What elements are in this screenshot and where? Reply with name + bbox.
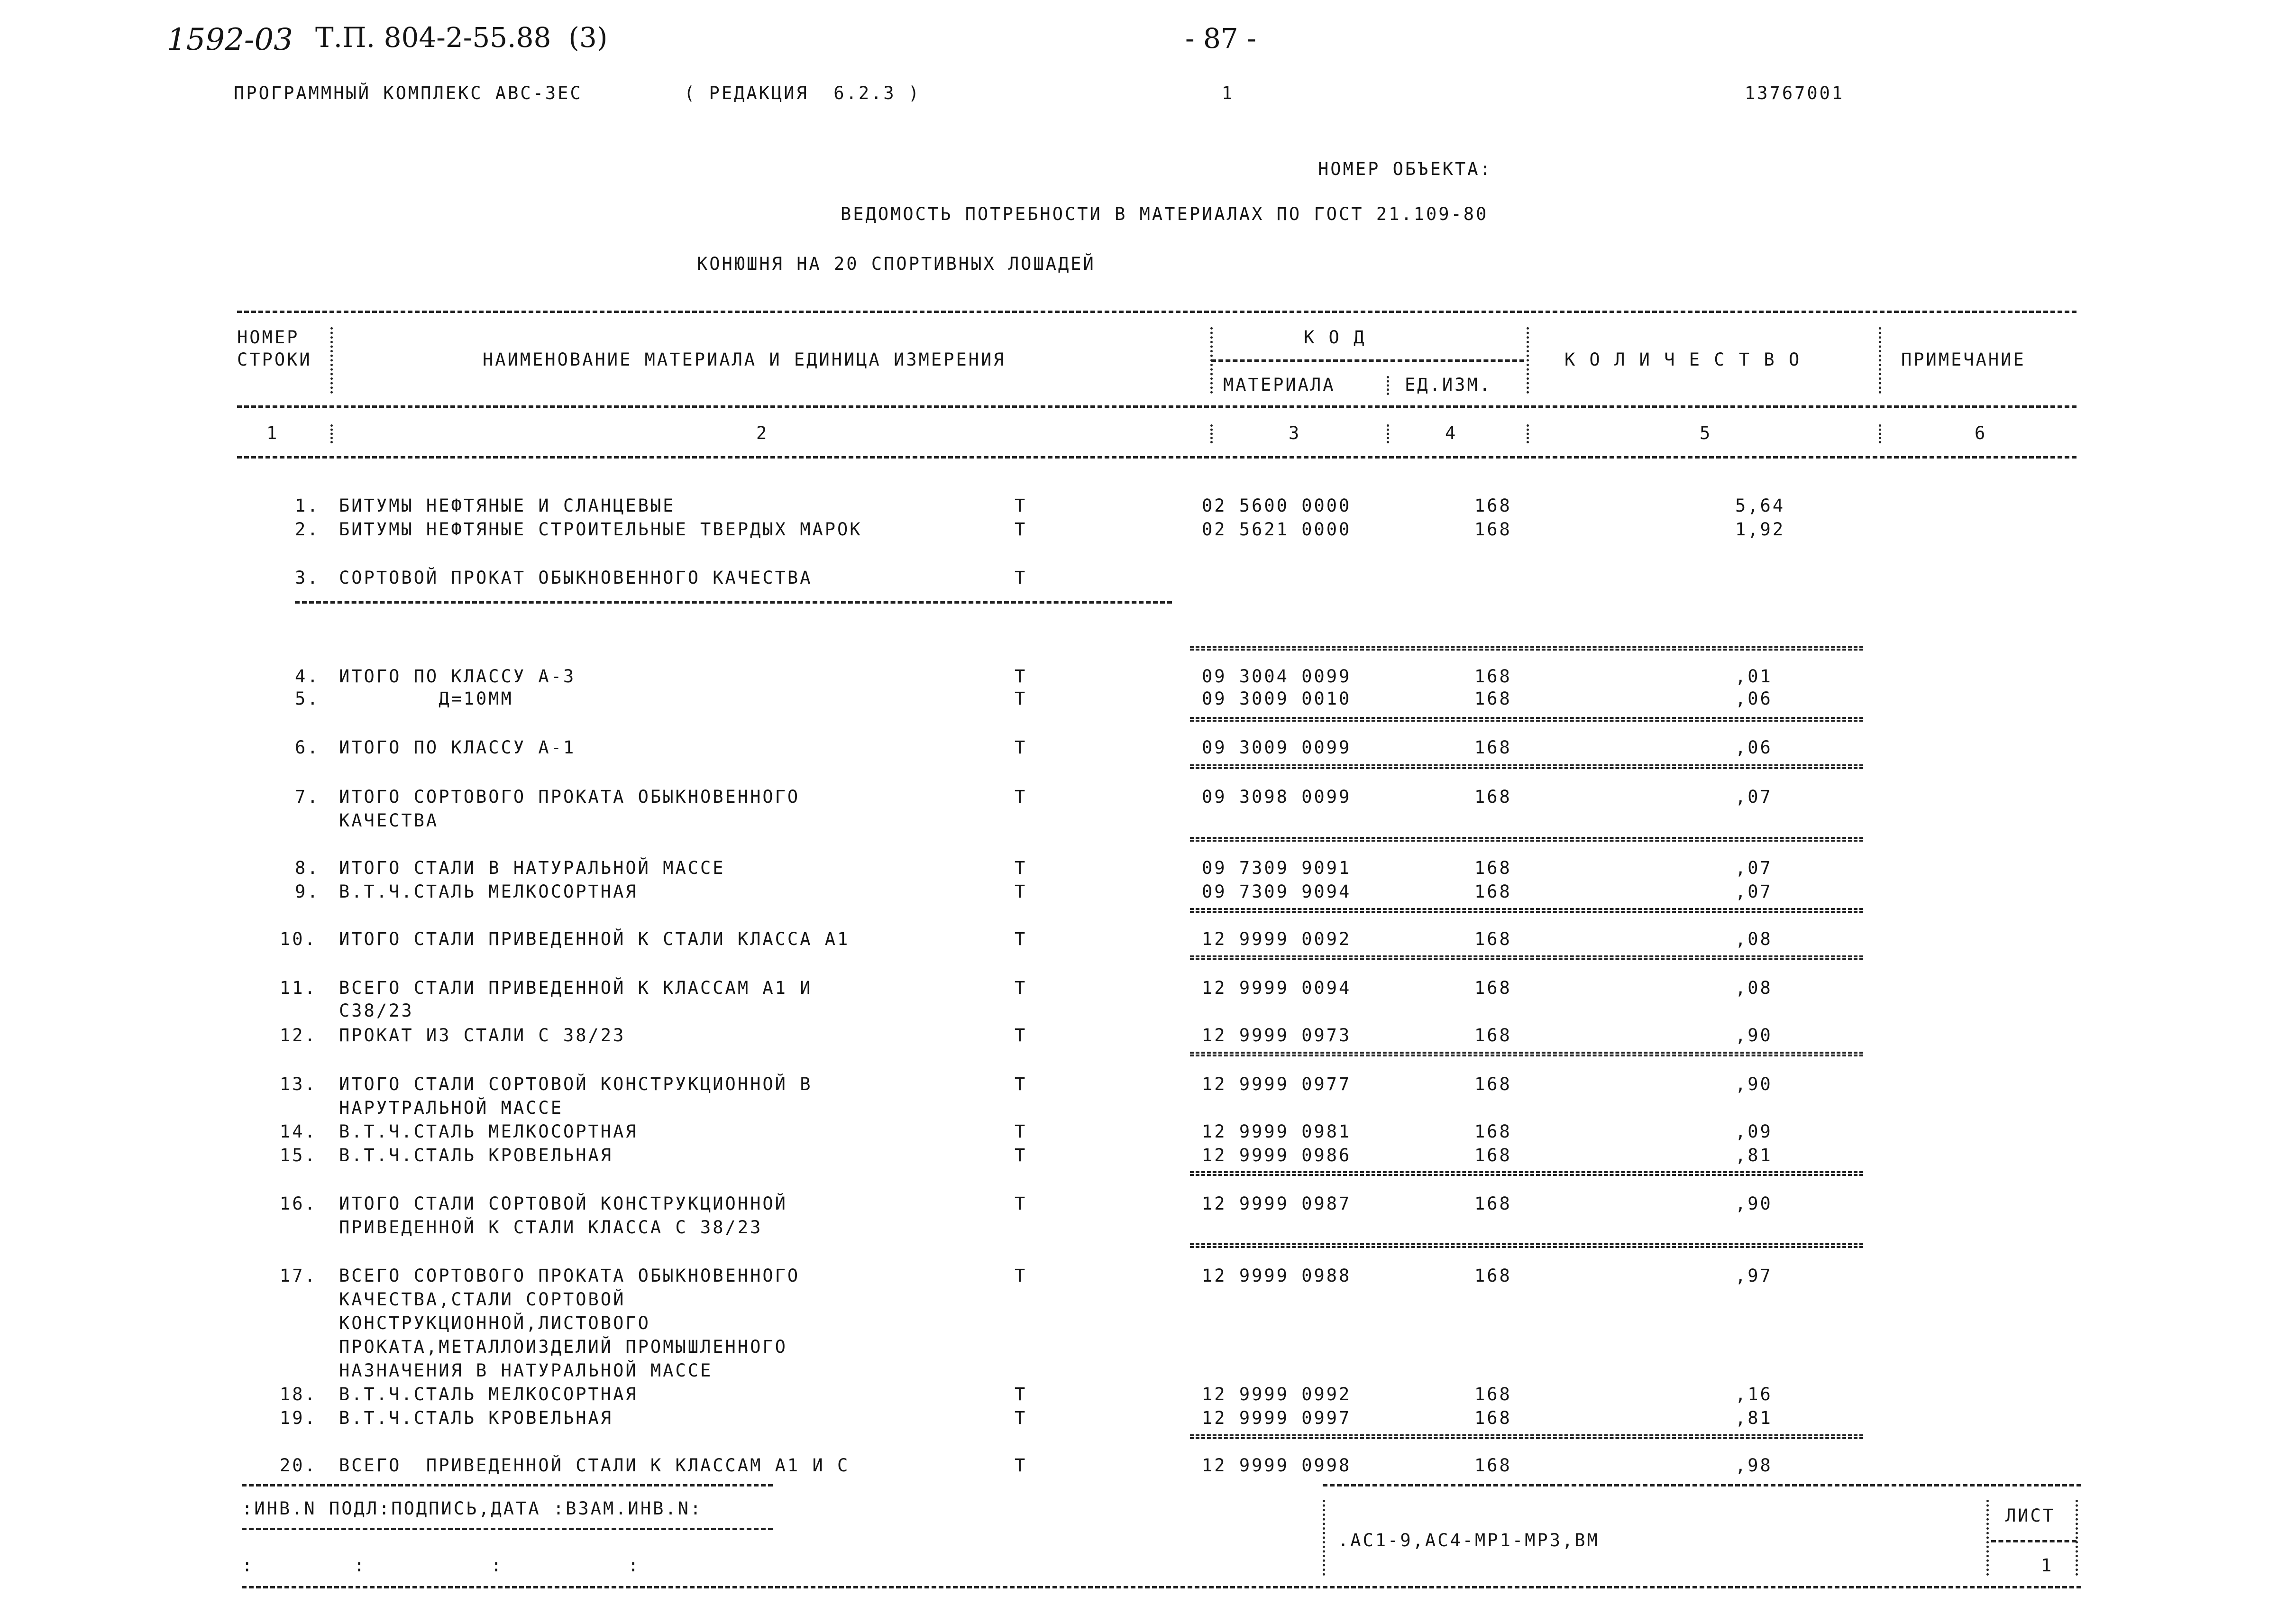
document-code: Т.П. 804-2-55.88 (3) <box>315 21 608 54</box>
row-number: 5. <box>295 688 320 709</box>
row-number: 1. <box>295 495 320 516</box>
col-separator <box>330 327 333 394</box>
quantity: ,97 <box>1735 1266 1773 1286</box>
unit-symbol: Т <box>1015 881 1027 902</box>
material-code: 12 9999 0997 <box>1202 1408 1352 1428</box>
col-row-no-label-1: НОМЕР <box>237 327 300 348</box>
table-bottom-rule <box>242 1586 2081 1588</box>
material-name: ИТОГО СОРТОВОГО ПРОКАТА ОБЫКНОВЕННОГО <box>339 787 800 807</box>
col-row-no-label-2: СТРОКИ <box>237 349 312 370</box>
subtotal-rule <box>1190 1434 1863 1439</box>
row-number: 12. <box>280 1025 317 1046</box>
unit-symbol: Т <box>1015 787 1027 807</box>
col-unit-header: ЕД.ИЗМ. <box>1405 375 1492 395</box>
row-number: 16. <box>280 1193 317 1214</box>
header-bottom-rule <box>237 456 2076 459</box>
unit-code: 168 <box>1474 737 1512 758</box>
material-code: 12 9999 0992 <box>1202 1384 1352 1404</box>
row-number: 18. <box>280 1384 317 1404</box>
quantity: ,81 <box>1735 1145 1773 1165</box>
material-code: 09 3009 0010 <box>1202 688 1352 709</box>
material-name: СОРТОВОЙ ПРОКАТ ОБЫКНОВЕННОГО КАЧЕСТВА <box>339 568 813 588</box>
sheet-number: 1 <box>2041 1555 2054 1576</box>
subtotal-rule <box>1190 908 1863 913</box>
quantity: ,98 <box>1735 1455 1773 1476</box>
unit-code: 168 <box>1474 881 1512 902</box>
unit-symbol: Т <box>1015 519 1027 540</box>
material-name: В.Т.Ч.СТАЛЬ КРОВЕЛЬНАЯ <box>339 1408 613 1428</box>
material-name: ПРОКАТ ИЗ СТАЛИ С 38/23 <box>339 1025 626 1046</box>
unit-symbol: Т <box>1015 858 1027 878</box>
stamp-separator <box>1986 1500 1989 1576</box>
material-name: ИТОГО СТАЛИ ПРИВЕДЕННОЙ К СТАЛИ КЛАССА А1 <box>339 929 850 949</box>
material-name: В.Т.Ч.СТАЛЬ МЕЛКОСОРТНАЯ <box>339 1121 638 1142</box>
col-separator <box>1387 376 1389 395</box>
material-name-continued: ПРОКАТА,МЕТАЛЛОИЗДЕЛИЙ ПРОМЫШЛЕННОГО <box>339 1337 787 1357</box>
quantity: ,07 <box>1735 858 1773 878</box>
col-separator <box>1879 327 1881 394</box>
material-name: ИТОГО СТАЛИ СОРТОВОЙ КОНСТРУКЦИОННОЙ <box>339 1193 787 1214</box>
unit-code: 168 <box>1474 929 1512 949</box>
material-code: 02 5600 0000 <box>1202 495 1352 516</box>
object-number-label: НОМЕР ОБЪЕКТА: <box>1318 159 1492 179</box>
unit-symbol: Т <box>1015 568 1027 588</box>
col-separator <box>1527 327 1529 394</box>
row-number: 8. <box>295 858 320 878</box>
col-code-header: К О Д <box>1304 327 1366 348</box>
unit-symbol: Т <box>1015 688 1027 709</box>
material-code: 02 5621 0000 <box>1202 519 1352 540</box>
material-name-continued: ПРИВЕДЕННОЙ К СТАЛИ КЛАССА С 38/23 <box>339 1217 763 1238</box>
col-number-3: 3 <box>1289 423 1301 443</box>
document-title: ВЕДОМОСТЬ ПОТРЕБНОСТИ В МАТЕРИАЛАХ ПО ГОСТ 21.109-80 <box>841 204 1489 224</box>
subtotal-rule <box>1190 1052 1863 1056</box>
material-code: 12 9999 0092 <box>1202 929 1352 949</box>
handwritten-archive-number: 1592-03 <box>167 22 293 57</box>
material-name-continued: НАРУТРАЛЬНОЙ МАССЕ <box>339 1098 563 1118</box>
unit-code: 168 <box>1474 1266 1512 1286</box>
stamp-cells: : : : : <box>242 1555 640 1576</box>
unit-symbol: Т <box>1015 1025 1027 1046</box>
row-number: 2. <box>295 519 320 540</box>
material-name-continued: КАЧЕСТВА,СТАЛИ СОРТОВОЙ <box>339 1289 626 1310</box>
material-code: 12 9999 0981 <box>1202 1121 1352 1142</box>
material-name: БИТУМЫ НЕФТЯНЫЕ СТРОИТЕЛЬНЫЕ ТВЕРДЫХ МАРОК <box>339 519 862 540</box>
col-number-2: 2 <box>756 423 769 443</box>
material-code: 09 7309 9091 <box>1202 858 1352 878</box>
code-header-divider <box>1211 359 1524 362</box>
material-name: БИТУМЫ НЕФТЯНЫЕ И СЛАНЦЕВЫЕ <box>339 495 676 516</box>
header-rule <box>237 405 2076 408</box>
unit-code: 168 <box>1474 1074 1512 1094</box>
row-number: 19. <box>280 1408 317 1428</box>
material-code: 12 9999 0973 <box>1202 1025 1352 1046</box>
quantity: ,06 <box>1735 688 1773 709</box>
col-separator <box>1879 424 1881 443</box>
quantity: ,01 <box>1735 666 1773 687</box>
list-number: 1 <box>1222 83 1235 103</box>
drawing-marking: .АС1-9,АС4-МР1-МР3,ВМ <box>1338 1530 1600 1551</box>
unit-symbol: Т <box>1015 1384 1027 1404</box>
section-rule <box>295 601 1172 604</box>
quantity: ,90 <box>1735 1025 1773 1046</box>
material-name: ВСЕГО СТАЛИ ПРИВЕДЕННОЙ К КЛАССАМ А1 И <box>339 978 813 998</box>
material-code: 12 9999 0987 <box>1202 1193 1352 1214</box>
material-name: ВСЕГО ПРИВЕДЕННОЙ СТАЛИ К КЛАССАМ А1 И С <box>339 1455 850 1476</box>
quantity: ,08 <box>1735 929 1773 949</box>
stamp-rule <box>1323 1484 2081 1486</box>
material-name: В.Т.Ч.СТАЛЬ МЕЛКОСОРТНАЯ <box>339 1384 638 1404</box>
material-name: ИТОГО СТАЛИ В НАТУРАЛЬНОЙ МАССЕ <box>339 858 725 878</box>
quantity: ,90 <box>1735 1074 1773 1094</box>
material-code: 12 9999 0998 <box>1202 1455 1352 1476</box>
row-number: 3. <box>295 568 320 588</box>
unit-symbol: Т <box>1015 1455 1027 1476</box>
material-code: 09 3098 0099 <box>1202 787 1352 807</box>
unit-symbol: Т <box>1015 666 1027 687</box>
unit-symbol: Т <box>1015 1121 1027 1142</box>
row-number: 20. <box>280 1455 317 1476</box>
unit-code: 168 <box>1474 858 1512 878</box>
unit-symbol: Т <box>1015 1145 1027 1165</box>
row-number: 11. <box>280 978 317 998</box>
unit-symbol: Т <box>1015 978 1027 998</box>
row-number: 6. <box>295 737 320 758</box>
material-name: В.Т.Ч.СТАЛЬ МЕЛКОСОРТНАЯ <box>339 881 638 902</box>
quantity: ,08 <box>1735 978 1773 998</box>
unit-code: 168 <box>1474 1145 1512 1165</box>
material-name: Д=10ММ <box>339 688 513 709</box>
material-name-continued: КОНСТРУКЦИОННОЙ,ЛИСТОВОГО <box>339 1313 650 1333</box>
subtotal-rule <box>1190 764 1863 769</box>
page-number: - 87 - <box>1185 22 1256 55</box>
row-number: 17. <box>280 1266 317 1286</box>
material-name: ВСЕГО СОРТОВОГО ПРОКАТА ОБЫКНОВЕННОГО <box>339 1266 800 1286</box>
row-number: 9. <box>295 881 320 902</box>
col-separator <box>1387 424 1389 443</box>
unit-code: 168 <box>1474 978 1512 998</box>
subtotal-rule <box>1190 1243 1863 1248</box>
quantity: 1,92 <box>1735 519 1785 540</box>
program-edition: ( РЕДАКЦИЯ 6.2.3 ) <box>684 83 921 103</box>
col-number-6: 6 <box>1975 423 1987 443</box>
subtotal-rule <box>1190 837 1863 842</box>
quantity: ,09 <box>1735 1121 1773 1142</box>
row-number: 15. <box>280 1145 317 1165</box>
col-number-4: 4 <box>1445 423 1458 443</box>
unit-symbol: Т <box>1015 737 1027 758</box>
material-code: 12 9999 0094 <box>1202 978 1352 998</box>
quantity: ,90 <box>1735 1193 1773 1214</box>
unit-code: 168 <box>1474 1408 1512 1428</box>
material-code: 09 3009 0099 <box>1202 737 1352 758</box>
quantity: 5,64 <box>1735 495 1785 516</box>
unit-code: 168 <box>1474 787 1512 807</box>
doc-identifier: 13767001 <box>1745 83 1845 103</box>
col-number-1: 1 <box>266 423 279 443</box>
quantity: ,07 <box>1735 881 1773 902</box>
material-name: ИТОГО ПО КЛАССУ А-3 <box>339 666 576 687</box>
quantity: ,07 <box>1735 787 1773 807</box>
stamp-separator <box>2076 1500 2078 1576</box>
stamp-separator <box>1323 1500 1325 1576</box>
stamp-labels: :ИНВ.N ПОДЛ:ПОДПИСЬ,ДАТА :ВЗАМ.ИНВ.N: <box>242 1498 703 1519</box>
col-name-header: НАИМЕНОВАНИЕ МАТЕРИАЛА И ЕДИНИЦА ИЗМЕРЕНИЯ <box>483 349 1006 370</box>
unit-code: 168 <box>1474 1025 1512 1046</box>
subtotal-rule <box>1190 717 1863 722</box>
row-number: 10. <box>280 929 317 949</box>
subtotal-rule <box>1190 1171 1863 1176</box>
unit-code: 168 <box>1474 1193 1512 1214</box>
col-number-5: 5 <box>1700 423 1712 443</box>
col-quantity-header: К О Л И Ч Е С Т В О <box>1564 349 1802 370</box>
row-number: 13. <box>280 1074 317 1094</box>
row-number: 4. <box>295 666 320 687</box>
unit-code: 168 <box>1474 495 1512 516</box>
document-subtitle: КОНЮШНЯ НА 20 СПОРТИВНЫХ ЛОШАДЕЙ <box>697 254 1096 274</box>
material-code: 09 7309 9094 <box>1202 881 1352 902</box>
col-separator <box>1527 424 1529 443</box>
sheet-divider <box>1991 1540 2076 1542</box>
quantity: ,06 <box>1735 737 1773 758</box>
material-name: В.Т.Ч.СТАЛЬ КРОВЕЛЬНАЯ <box>339 1145 613 1165</box>
material-name-continued: НАЗНАЧЕНИЯ В НАТУРАЛЬНОЙ МАССЕ <box>339 1360 713 1381</box>
subtotal-rule <box>1190 646 1863 651</box>
col-separator <box>1210 424 1213 443</box>
material-name-continued: С38/23 <box>339 1000 414 1021</box>
unit-code: 168 <box>1474 688 1512 709</box>
unit-code: 168 <box>1474 666 1512 687</box>
unit-symbol: Т <box>1015 495 1027 516</box>
row-number: 7. <box>295 787 320 807</box>
unit-symbol: Т <box>1015 1193 1027 1214</box>
material-name: ИТОГО СТАЛИ СОРТОВОЙ КОНСТРУКЦИОННОЙ В <box>339 1074 813 1094</box>
unit-code: 168 <box>1474 1121 1512 1142</box>
col-separator <box>1210 327 1213 394</box>
row-number: 14. <box>280 1121 317 1142</box>
quantity: ,81 <box>1735 1408 1773 1428</box>
unit-code: 168 <box>1474 519 1512 540</box>
unit-symbol: Т <box>1015 1266 1027 1286</box>
material-name: ИТОГО ПО КЛАССУ А-1 <box>339 737 576 758</box>
unit-code: 168 <box>1474 1384 1512 1404</box>
col-material-header: МАТЕРИАЛА <box>1223 375 1336 395</box>
material-code: 12 9999 0977 <box>1202 1074 1352 1094</box>
subtotal-rule <box>1190 955 1863 960</box>
material-name-continued: КАЧЕСТВА <box>339 810 439 831</box>
program-name: ПРОГРАММНЫЙ КОМПЛЕКС АВС-3ЕС <box>234 83 583 103</box>
col-note-header: ПРИМЕЧАНИЕ <box>1901 349 2026 370</box>
unit-symbol: Т <box>1015 929 1027 949</box>
material-code: 12 9999 0986 <box>1202 1145 1352 1165</box>
col-separator <box>330 424 333 443</box>
quantity: ,16 <box>1735 1384 1773 1404</box>
stamp-rule <box>242 1484 773 1486</box>
table-top-rule <box>237 311 2076 313</box>
stamp-rule <box>242 1528 773 1530</box>
material-code: 09 3004 0099 <box>1202 666 1352 687</box>
unit-symbol: Т <box>1015 1408 1027 1428</box>
material-code: 12 9999 0988 <box>1202 1266 1352 1286</box>
sheet-label: ЛИСТ <box>2005 1505 2056 1526</box>
unit-symbol: Т <box>1015 1074 1027 1094</box>
unit-code: 168 <box>1474 1455 1512 1476</box>
